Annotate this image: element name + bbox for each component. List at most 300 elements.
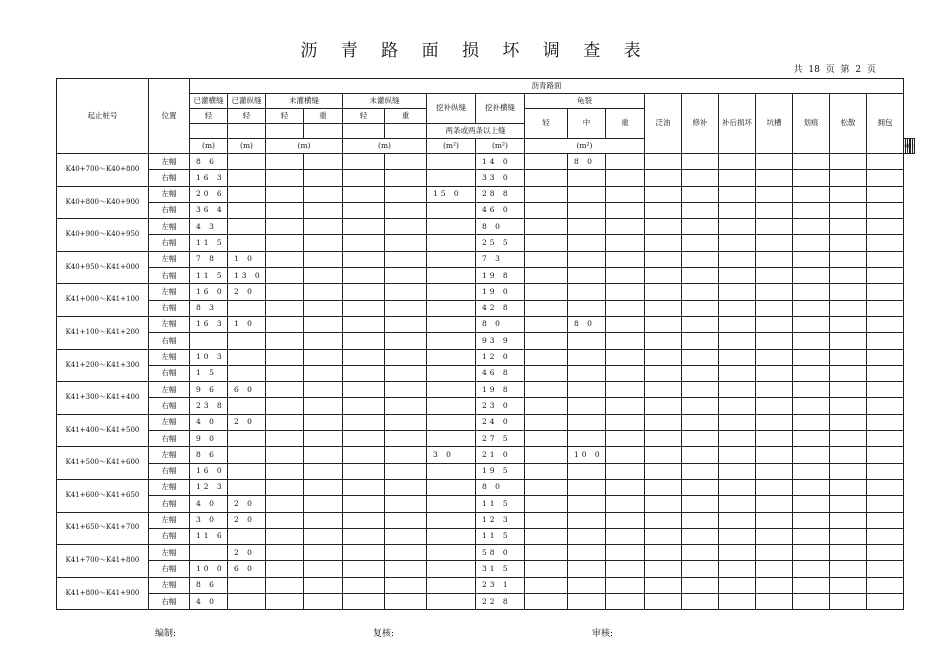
cell-value (427, 594, 476, 610)
header-medium: 中 (568, 109, 606, 139)
cell-value (525, 431, 568, 447)
cell-value (867, 154, 904, 170)
cell-value (830, 349, 867, 365)
cell-value (304, 577, 343, 593)
cell-value (719, 447, 756, 463)
cell-value (645, 170, 682, 186)
cell-value (719, 577, 756, 593)
cell-value (606, 382, 645, 398)
cell-value (830, 561, 867, 577)
cell-value (682, 594, 719, 610)
cell-value (266, 170, 304, 186)
cell-value (606, 431, 645, 447)
cell-value: 8 6 (190, 154, 228, 170)
cell-value (645, 186, 682, 202)
cell-value (756, 284, 793, 300)
cell-value (830, 316, 867, 332)
cell-value (756, 479, 793, 495)
cell-value (385, 219, 427, 235)
cell-value (266, 235, 304, 251)
cell-value (682, 170, 719, 186)
cell-value (682, 219, 719, 235)
cell-value: 10 3 (190, 349, 228, 365)
table-row (57, 463, 915, 479)
cell-value (606, 447, 645, 463)
cell-value (719, 512, 756, 528)
cell-value (793, 202, 830, 218)
cell-value (645, 268, 682, 284)
cell-value (266, 186, 304, 202)
cell-value (525, 577, 568, 593)
cell-value (568, 300, 606, 316)
cell-value (756, 447, 793, 463)
station-range: K41+800～K41+900 (57, 577, 149, 610)
cell-value: 8 0 (476, 479, 525, 495)
cell-value (645, 463, 682, 479)
cell-value (682, 414, 719, 430)
station-range: K41+400～K41+500 (57, 414, 149, 447)
cell-value (645, 545, 682, 561)
header-light: 轻 (343, 109, 385, 124)
cell-value: 22 8 (476, 594, 525, 610)
cell-value: 1 0 (228, 316, 266, 332)
header-unfilled-trans: 未灌横缝 (266, 94, 343, 109)
header-crack: 龟裂 (525, 94, 645, 109)
cell-value (606, 512, 645, 528)
cell-value (719, 479, 756, 495)
cell-value (719, 496, 756, 512)
station-range: K41+200～K41+300 (57, 349, 149, 382)
cell-value: 46 0 (476, 202, 525, 218)
cell-value (568, 577, 606, 593)
header-post-repair: 补后损坏 (719, 94, 756, 154)
unit-label: (m) (190, 139, 228, 154)
cell-value (606, 349, 645, 365)
cell-value: 36 4 (190, 202, 228, 218)
cell-value (343, 365, 385, 381)
cell-value (343, 577, 385, 593)
cell-value: 24 0 (476, 414, 525, 430)
cell-value (645, 202, 682, 218)
cell-value (867, 414, 904, 430)
side-label: 左幅 (149, 316, 190, 332)
header-patch-trans: 挖补横缝 (476, 94, 525, 124)
cell-value (830, 202, 867, 218)
cell-value: 10 0 (190, 561, 228, 577)
cell-value (867, 316, 904, 332)
cell-value (568, 382, 606, 398)
cell-value (793, 333, 830, 349)
side-label: 右幅 (149, 496, 190, 512)
cell-value (830, 577, 867, 593)
cell-value (266, 284, 304, 300)
cell-value (568, 365, 606, 381)
header-group: 沥青路面 (190, 79, 904, 94)
cell-value (867, 284, 904, 300)
cell-value (793, 447, 830, 463)
cell-value (719, 202, 756, 218)
cell-value (385, 382, 427, 398)
cell-value (427, 382, 476, 398)
cell-value (867, 512, 904, 528)
cell-value (867, 479, 904, 495)
cell-value (304, 594, 343, 610)
page-count: 共 18 页 第 2 页 (793, 65, 876, 75)
cell-value (427, 528, 476, 544)
cell-value (427, 561, 476, 577)
table-header (57, 79, 915, 154)
cell-value (830, 479, 867, 495)
cell-value: 6 0 (228, 561, 266, 577)
cell-value: 3 0 (427, 447, 476, 463)
cell-value (427, 545, 476, 561)
cell-value: 20 6 (190, 186, 228, 202)
cell-value (385, 414, 427, 430)
cell-value (867, 463, 904, 479)
cell-value (304, 300, 343, 316)
cell-value: 19 0 (476, 284, 525, 300)
cell-value (830, 382, 867, 398)
cell-value (606, 170, 645, 186)
cell-value: 9 0 (190, 431, 228, 447)
cell-value (719, 284, 756, 300)
cell-value (525, 479, 568, 495)
table-row (57, 300, 915, 316)
cell-value (719, 594, 756, 610)
header-filled-trans: 已灌横缝 (190, 94, 228, 109)
cell-value (304, 170, 343, 186)
cell-value (343, 496, 385, 512)
cell-value: 2 0 (228, 545, 266, 561)
cell-value (756, 561, 793, 577)
cell-value (385, 431, 427, 447)
cell-value (266, 219, 304, 235)
station-range: K41+300～K41+400 (57, 382, 149, 415)
cell-value (304, 316, 343, 332)
cell-value (266, 496, 304, 512)
side-label: 右幅 (149, 431, 190, 447)
header-unfilled-long: 未灌纵缝 (343, 94, 427, 109)
side-label: 右幅 (149, 170, 190, 186)
header-light: 轻 (228, 109, 266, 124)
table-body (57, 154, 915, 610)
cell-value (385, 268, 427, 284)
side-label: 右幅 (149, 333, 190, 349)
cell-value (793, 300, 830, 316)
cell-value (568, 463, 606, 479)
cell-value (228, 154, 266, 170)
cell-value (525, 594, 568, 610)
cell-value (304, 235, 343, 251)
cell-value (304, 284, 343, 300)
cell-value (343, 235, 385, 251)
cell-value (427, 333, 476, 349)
station-range: K40+800～K40+900 (57, 186, 149, 219)
cell-value (756, 545, 793, 561)
cell-value (867, 365, 904, 381)
cell-value (525, 365, 568, 381)
cell-value: 8 0 (476, 316, 525, 332)
cell-value (266, 365, 304, 381)
cell-value (645, 528, 682, 544)
cell-value: 31 5 (476, 561, 525, 577)
cell-value: 1 5 (190, 365, 228, 381)
cell-value (867, 528, 904, 544)
cell-value (266, 561, 304, 577)
cell-value (427, 202, 476, 218)
header-bleed: 泛油 (645, 94, 682, 154)
cell-value (756, 414, 793, 430)
cell-value: 12 0 (476, 349, 525, 365)
cell-value (568, 170, 606, 186)
cell-value (385, 170, 427, 186)
cell-value (266, 594, 304, 610)
cell-value (385, 316, 427, 332)
cell-value (525, 284, 568, 300)
table-row (57, 414, 915, 430)
side-label: 左幅 (149, 219, 190, 235)
survey-table (56, 78, 915, 610)
table-row (57, 431, 915, 447)
cell-value (343, 316, 385, 332)
side-label: 左幅 (149, 284, 190, 300)
cell-value (385, 463, 427, 479)
cell-value: 11 6 (190, 528, 228, 544)
cell-value (525, 268, 568, 284)
cell-value (830, 398, 867, 414)
table-row (57, 365, 915, 381)
cell-value (756, 333, 793, 349)
cell-value (682, 268, 719, 284)
cell-value: 10 0 (568, 447, 606, 463)
unit-label (913, 139, 915, 154)
cell-value (266, 333, 304, 349)
cell-value (756, 365, 793, 381)
cell-value (830, 545, 867, 561)
cell-value: 16 3 (190, 170, 228, 186)
cell-value: 42 8 (476, 300, 525, 316)
cell-value (867, 382, 904, 398)
unit-label: (m²) (525, 139, 645, 154)
cell-value (228, 186, 266, 202)
cell-value: 12 3 (190, 479, 228, 495)
cell-value (645, 154, 682, 170)
cell-value: 7 8 (190, 251, 228, 267)
cell-value (343, 333, 385, 349)
cell-value (719, 300, 756, 316)
cell-value (793, 528, 830, 544)
cell-value (525, 463, 568, 479)
side-label: 左幅 (149, 382, 190, 398)
cell-value (645, 316, 682, 332)
cell-value (525, 561, 568, 577)
cell-value: 7 3 (476, 251, 525, 267)
cell-value (867, 545, 904, 561)
unit-label: (m²) (427, 139, 476, 154)
cell-value: 6 0 (228, 382, 266, 398)
cell-value (568, 479, 606, 495)
cell-value (606, 528, 645, 544)
header-filled-long: 已灌纵缝 (228, 94, 266, 109)
cell-value (793, 479, 830, 495)
header-light: 轻 (525, 109, 568, 139)
table-row (57, 594, 915, 610)
cell-value (568, 186, 606, 202)
cell-value (682, 512, 719, 528)
cell-value (719, 545, 756, 561)
cell-value: 33 0 (476, 170, 525, 186)
cell-value (228, 431, 266, 447)
cell-value: 3 0 (190, 512, 228, 528)
cell-value (304, 251, 343, 267)
cell-value: 2 0 (228, 496, 266, 512)
cell-value (304, 349, 343, 365)
cell-value (793, 398, 830, 414)
side-label: 左幅 (149, 251, 190, 267)
table-row (57, 251, 915, 267)
cell-value (385, 512, 427, 528)
cell-value: 9 6 (190, 382, 228, 398)
cell-value: 23 0 (476, 398, 525, 414)
cell-value (756, 268, 793, 284)
cell-value (266, 463, 304, 479)
cell-value (568, 561, 606, 577)
cell-value (606, 545, 645, 561)
side-label: 左幅 (149, 512, 190, 528)
cell-value (427, 284, 476, 300)
cell-value (568, 414, 606, 430)
cell-value (343, 414, 385, 430)
cell-value (867, 496, 904, 512)
cell-value: 27 5 (476, 431, 525, 447)
cell-value (385, 479, 427, 495)
cell-value (304, 268, 343, 284)
cell-value (645, 447, 682, 463)
cell-value (525, 154, 568, 170)
footer-audited: 审核: (592, 629, 614, 639)
cell-value (719, 365, 756, 381)
cell-value (228, 398, 266, 414)
cell-value (304, 561, 343, 577)
cell-value: 58 0 (476, 545, 525, 561)
cell-value (867, 251, 904, 267)
cell-value: 46 8 (476, 365, 525, 381)
table-row (57, 496, 915, 512)
cell-value (427, 431, 476, 447)
cell-value (343, 545, 385, 561)
cell-value (645, 594, 682, 610)
cell-value (830, 170, 867, 186)
header-heavy: 重 (385, 109, 427, 124)
cell-value (645, 577, 682, 593)
cell-value (682, 561, 719, 577)
cell-value (343, 382, 385, 398)
cell-value (682, 154, 719, 170)
cell-value (867, 202, 904, 218)
cell-value (645, 333, 682, 349)
cell-value (867, 186, 904, 202)
cell-value (645, 251, 682, 267)
cell-value (719, 154, 756, 170)
cell-value (343, 479, 385, 495)
cell-value (682, 235, 719, 251)
cell-value (645, 398, 682, 414)
header-repair: 修补 (682, 94, 719, 154)
cell-value (756, 382, 793, 398)
station-range: K41+000～K41+100 (57, 284, 149, 317)
cell-value (719, 414, 756, 430)
cell-value (793, 235, 830, 251)
cell-value (385, 545, 427, 561)
cell-value (266, 431, 304, 447)
cell-value (343, 349, 385, 365)
cell-value (427, 170, 476, 186)
cell-value (568, 333, 606, 349)
header-note: 两条或两条以上缝 (427, 124, 525, 139)
cell-value (266, 316, 304, 332)
side-label: 右幅 (149, 300, 190, 316)
cell-value (568, 284, 606, 300)
cell-value (228, 528, 266, 544)
cell-value (343, 154, 385, 170)
table-row (57, 512, 915, 528)
cell-value (304, 512, 343, 528)
cell-value (304, 479, 343, 495)
cell-value (682, 398, 719, 414)
cell-value (427, 251, 476, 267)
cell-value (645, 431, 682, 447)
cell-value (190, 333, 228, 349)
cell-value (719, 316, 756, 332)
cell-value (867, 219, 904, 235)
cell-value (830, 594, 867, 610)
cell-value (867, 170, 904, 186)
cell-value: 14 0 (476, 154, 525, 170)
cell-value: 19 5 (476, 463, 525, 479)
cell-value (793, 431, 830, 447)
cell-value (756, 512, 793, 528)
table-row (57, 479, 915, 495)
cell-value (304, 365, 343, 381)
cell-value (525, 251, 568, 267)
cell-value: 4 0 (190, 594, 228, 610)
cell-value (867, 268, 904, 284)
cell-value (606, 284, 645, 300)
cell-value (266, 154, 304, 170)
cell-value (427, 219, 476, 235)
cell-value (682, 186, 719, 202)
cell-value (719, 561, 756, 577)
cell-value (568, 268, 606, 284)
cell-value: 8 3 (190, 300, 228, 316)
cell-value (343, 219, 385, 235)
cell-value (304, 382, 343, 398)
header-heavy: 重 (304, 109, 343, 124)
cell-value (228, 577, 266, 593)
cell-value (568, 512, 606, 528)
cell-value (793, 154, 830, 170)
cell-value (756, 186, 793, 202)
side-label: 右幅 (149, 594, 190, 610)
cell-value (830, 300, 867, 316)
cell-value (756, 349, 793, 365)
side-label: 左幅 (149, 479, 190, 495)
table-row (57, 170, 915, 186)
cell-value: 19 8 (476, 268, 525, 284)
cell-value (756, 316, 793, 332)
cell-value (606, 202, 645, 218)
cell-value (793, 251, 830, 267)
